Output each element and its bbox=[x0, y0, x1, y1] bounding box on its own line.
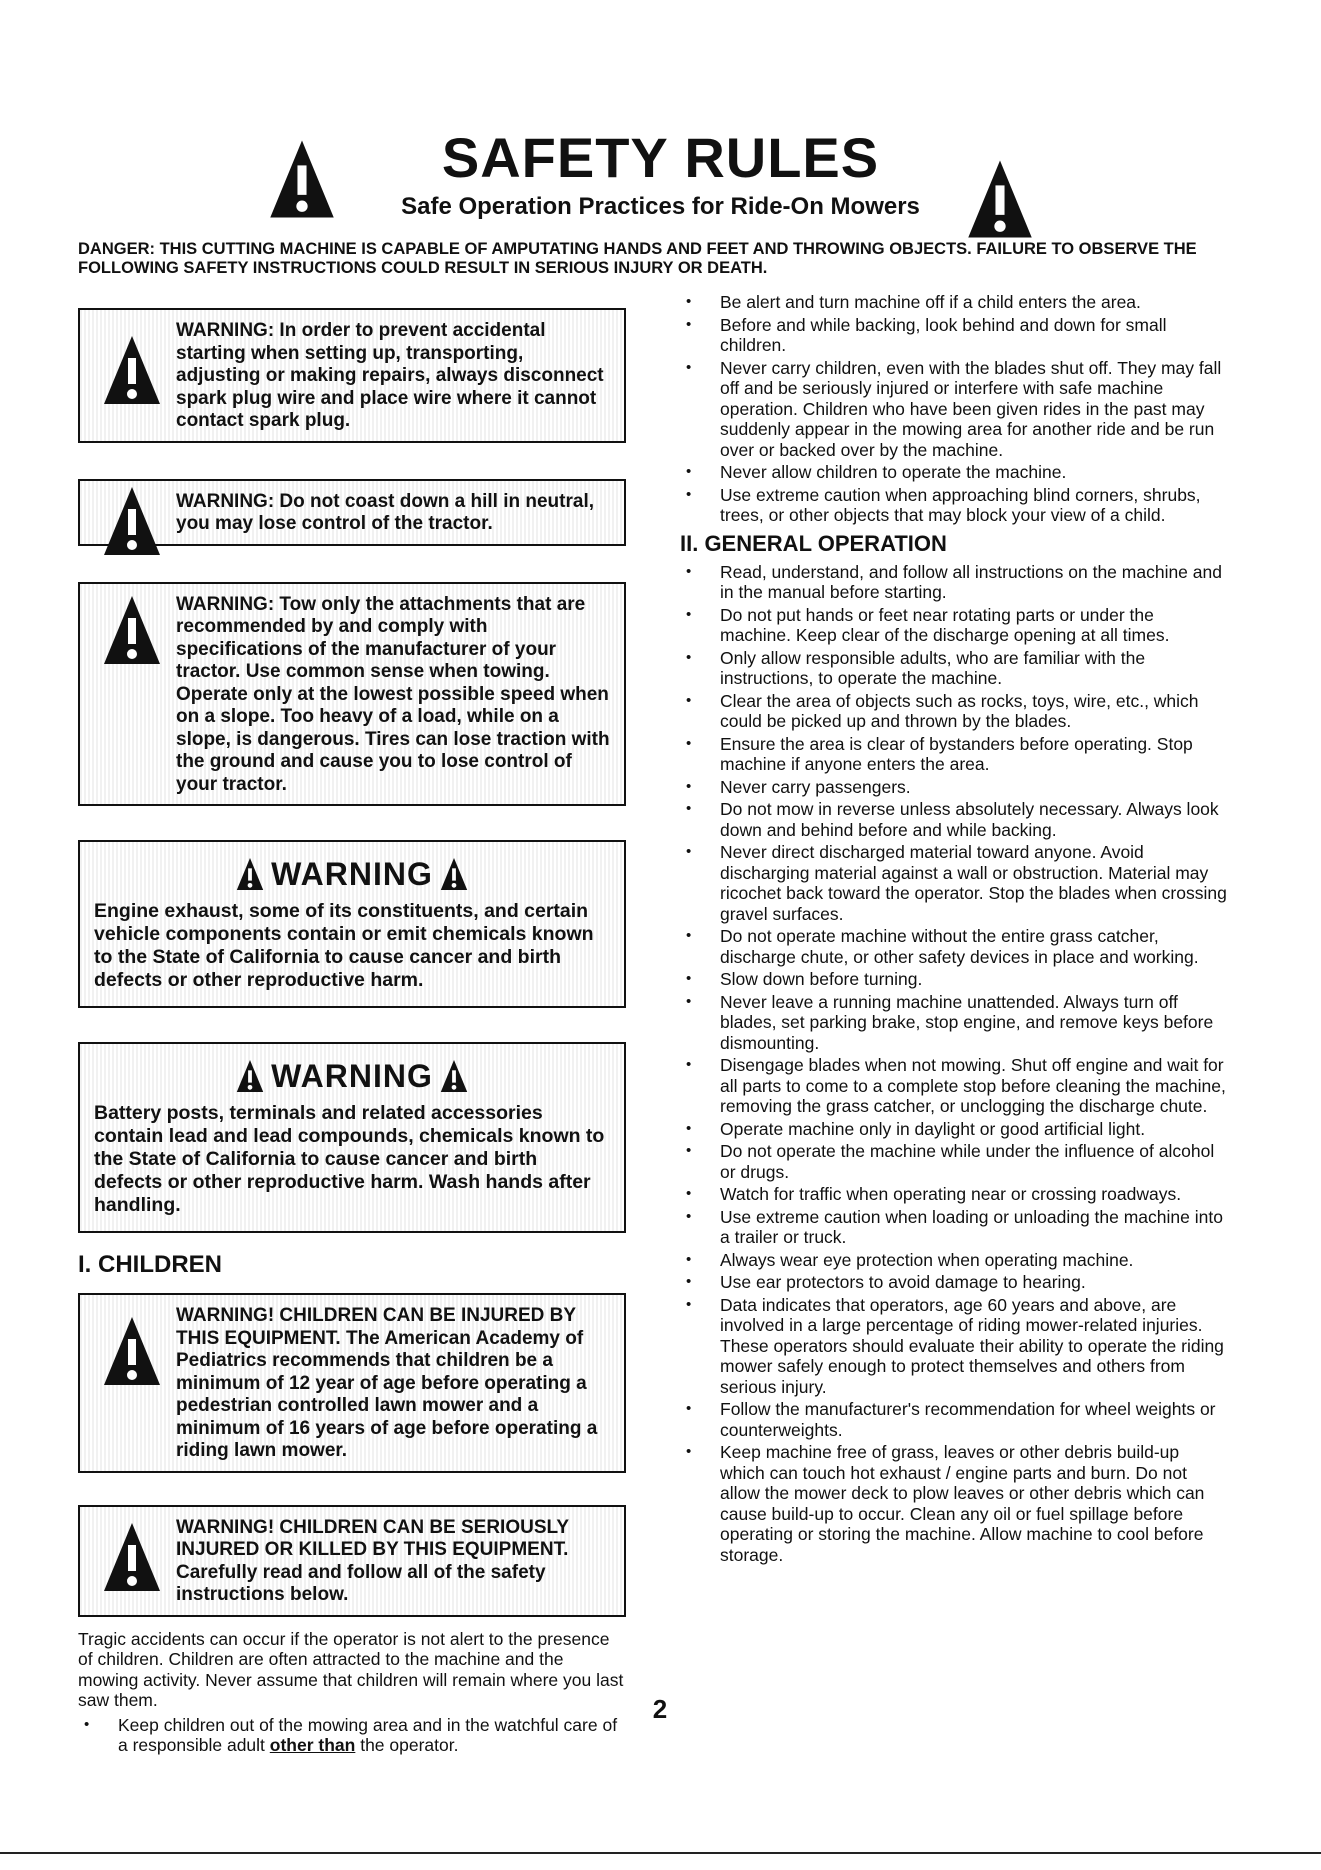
prop65-battery-text: Battery posts, terminals and related accessories contain lead and lead compounds, chemicals known to the State of California to cause cancer and birth defects or other reproductive harm. Wash hands after handling. bbox=[94, 1102, 605, 1216]
warning-triangle-icon bbox=[102, 334, 162, 406]
list-item: • Never leave a running machine unattended. Always turn off blades, set parking brake, stop engine, and remove keys before dismounting. bbox=[680, 992, 1228, 1054]
list-item: • Never allow children to operate the machine. bbox=[680, 462, 1228, 483]
children-intro: Tragic accidents can occur if the operator is not alert to the presence of children. Children are often attracted to the machine and the mowing activity. Never assume that children will remain where you last saw them. bbox=[78, 1628, 624, 1710]
warning-triangle-icon bbox=[439, 857, 469, 891]
bottom-rule bbox=[0, 1852, 1321, 1854]
list-item: • Always wear eye protection when operating machine. bbox=[680, 1250, 1228, 1271]
warning-box-children-age bbox=[78, 1293, 626, 1473]
prop65-heading: WARNING bbox=[94, 854, 610, 894]
warning-triangle-icon bbox=[235, 1059, 265, 1093]
list-item: • Do not mow in reverse unless absolutely necessary. Always look down and behind before and while backing. bbox=[680, 799, 1228, 840]
section-title-general: II. GENERAL OPERATION bbox=[680, 530, 947, 556]
warning-text: WARNING: Do not coast down a hill in neutral, you may lose control of the tractor. bbox=[176, 490, 594, 534]
prop65-heading: WARNING bbox=[94, 1056, 610, 1096]
list-item: • Never direct discharged material toward anyone. Avoid discharging material against a wall or obstruction. Material may ricochet back toward the operator. Stop the blades when crossing gravel surfaces. bbox=[680, 842, 1228, 924]
warning-text: WARNING: In order to prevent accidental starting when setting up, transporting, adjusting or making repairs, always disconnect spark plug wire and place wire where it cannot contact spark plug. bbox=[176, 320, 604, 431]
warning-text: WARNING! CHILDREN CAN BE INJURED BY THIS EQUIPMENT. The American Academy of Pediatrics recommends that children be a minimum of 12 year of age before operating a pedestrian controlled lawn mower and a minimum of 16 years of age before operating a riding lawn mower. bbox=[176, 1305, 598, 1461]
list-item: • Do not operate the machine while under the influence of alcohol or drugs. bbox=[680, 1141, 1228, 1182]
page-number: 2 bbox=[652, 1694, 668, 1724]
left-column bbox=[78, 290, 626, 1758]
prop65-engine-box bbox=[78, 840, 626, 1008]
list-item: • Before and while backing, look behind and down for small children. bbox=[680, 315, 1228, 356]
prop65-battery-box bbox=[78, 1042, 626, 1233]
warning-text: WARNING! CHILDREN CAN BE SERIOUSLY INJURED OR KILLED BY THIS EQUIPMENT. Carefully read and follow all of the safety instructions below. bbox=[176, 1516, 569, 1605]
children-bullets-continued bbox=[680, 292, 1228, 526]
list-item: • Use ear protectors to avoid damage to hearing. bbox=[680, 1272, 1228, 1293]
list-item: • Slow down before turning. bbox=[680, 969, 1228, 990]
list-item: • Do not put hands or feet near rotating parts or under the machine. Keep clear of the discharge opening at all times. bbox=[680, 605, 1228, 646]
emphasis-text: other than bbox=[269, 1735, 356, 1755]
warning-box-towing bbox=[78, 582, 626, 807]
warning-triangle-icon bbox=[102, 594, 162, 666]
list-item: • Keep machine free of grass, leaves or other debris build-up which can touch hot exhaust / engine parts and burn. Do not allow the mower deck to plow leaves or other debris which can cause build-up to occur. Clean any oil or fuel spillage before operating or storing the machine. Allow machine to cool before storage. bbox=[680, 1442, 1228, 1565]
warning-triangle-icon bbox=[966, 158, 1034, 240]
warning-triangle-icon bbox=[102, 1315, 162, 1387]
page-title: SAFETY RULES bbox=[441, 126, 880, 189]
list-item: • Read, understand, and follow all instructions on the machine and in the manual before starting. bbox=[680, 562, 1228, 603]
prop65-engine-text: Engine exhaust, some of its constituents, and certain vehicle components contain or emit chemicals known to the State of California to cause cancer and birth defects or other reproductive harm. bbox=[94, 900, 594, 991]
list-item: • Watch for traffic when operating near or crossing roadways. bbox=[680, 1184, 1228, 1205]
list-item: • Disengage blades when not mowing. Shut off engine and wait for all parts to come to a complete stop before cleaning the machine, removing the grass catcher, or unclogging the discharge chute. bbox=[680, 1055, 1228, 1117]
warning-box-coast bbox=[78, 479, 626, 546]
warning-text: WARNING: Tow only the attachments that are recommended by and comply with specifications of the manufacturer of your tractor. Use common sense when towing. Operate only at the lowest possible speed when on a slope. Too heavy of a load, while on a slope, is dangerous. Tires can lose traction with the ground and cause you to lose control of your tractor. bbox=[176, 593, 610, 795]
page-header bbox=[0, 128, 1321, 240]
warning-box-spark-plug bbox=[78, 308, 626, 443]
list-item: • Follow the manufacturer's recommendation for wheel weights or counterweights. bbox=[680, 1399, 1228, 1440]
list-item: • Keep children out of the mowing area and in the watchful care of a responsible adult other than the operator. bbox=[78, 1715, 626, 1756]
list-item: • Use extreme caution when approaching blind corners, shrubs, trees, or other objects that may block your view of a child. bbox=[680, 485, 1228, 526]
warning-box-children-killed bbox=[78, 1505, 626, 1617]
list-item: • Operate machine only in daylight or good artificial light. bbox=[680, 1119, 1228, 1140]
list-item: • Never carry passengers. bbox=[680, 777, 1228, 798]
warning-triangle-icon bbox=[439, 1059, 469, 1093]
warning-triangle-icon bbox=[102, 485, 162, 557]
list-item: • Use extreme caution when loading or unloading the machine into a trailer or truck. bbox=[680, 1207, 1228, 1248]
list-item: • Only allow responsible adults, who are familiar with the instructions, to operate the machine. bbox=[680, 648, 1228, 689]
general-bullets bbox=[680, 562, 1228, 1566]
list-item: • Never carry children, even with the blades shut off. They may fall off and be seriously injured or interfere with safe machine operation. Children who have been given rides in the past may suddenly appear in the mowing area for another ride and be run over or backed over by the machine. bbox=[680, 358, 1228, 461]
section-title-children: I. CHILDREN bbox=[78, 1251, 222, 1278]
list-item: • Data indicates that operators, age 60 years and above, are involved in a large percentage of riding mower-related injuries. These operators should evaluate their ability to operate the riding mower safely enough to protect themselves and others from serious injury. bbox=[680, 1295, 1228, 1398]
page-subtitle: Safe Operation Practices for Ride-On Mowers bbox=[401, 193, 920, 220]
list-item: • Clear the area of objects such as rocks, toys, wire, etc., which could be picked up and thrown by the blades. bbox=[680, 691, 1228, 732]
danger-statement: DANGER: THIS CUTTING MACHINE IS CAPABLE OF AMPUTATING HANDS AND FEET AND THROWING OBJECTS. FAILURE TO OBSERVE THE FOLLOWING SAFETY INSTRUCTIONS COULD RESULT IN SERIOUS INJURY OR DEATH. bbox=[78, 240, 1197, 277]
children-bullets bbox=[78, 1715, 626, 1756]
warning-triangle-icon bbox=[102, 1521, 162, 1593]
list-item: • Do not operate machine without the entire grass catcher, discharge chute, or other safety devices in place and working. bbox=[680, 926, 1228, 967]
list-item: • Be alert and turn machine off if a child enters the area. bbox=[680, 292, 1228, 313]
warning-triangle-icon bbox=[235, 857, 265, 891]
right-column bbox=[680, 292, 1228, 1567]
list-item: • Ensure the area is clear of bystanders before operating. Stop machine if anyone enters the area. bbox=[680, 734, 1228, 775]
